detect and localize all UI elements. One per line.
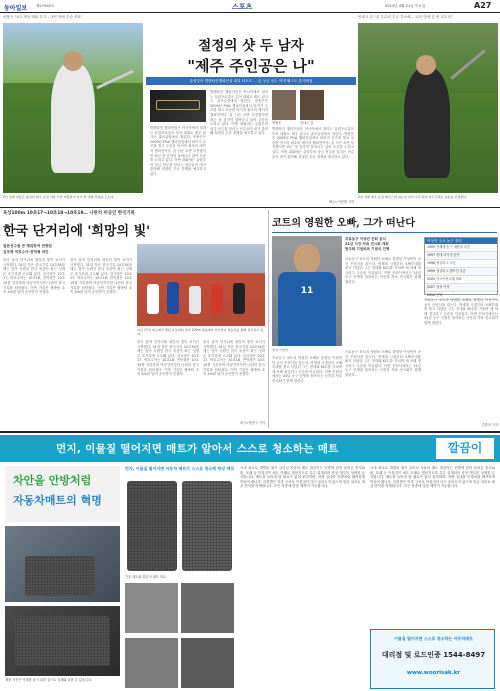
ad-mid-title: 먼지, 이물질 떨어지면 자동차 매트가 스스로 청소해 항상 깨끗 [125,466,235,471]
golf-article-col1: 발렌타인 챔피언십은 아시아에서 열리는 유럽프로골프 투어 대회로 제주 핀크스 골프클럽에서 열린다. 양용은은 2009년 PGA 챔피언십에서 타이거 우즈를 꺾고 우승한 아시아 최초의 메이저 챔피언이다. 올 시즌 초반 부진했지만 최근 샷 감각이 살아나고 있어 우승을 노리고 있다. 이번 대회에는 유럽투어 상금 선두를 달리는 선수들이 대거 출전해 치열한 우승 경쟁을 예고하고 있다. [150,126,206,176]
ad-headline2: 자동차매트의 혁명 [13,494,102,507]
golf-article-col2: 발렌타인 챔피언십은 아시아에서 열리는 유럽프로골프 투어 대회로 제주 핀크스 골프클럽에서 열린다. 양용은은 2009년 PGA 챔피언십에서 타이거 우즈를 꺾고 우승한 아시아 최초의 메이저 챔피언이다. 올 시즌 초반 부진했지만 최근 샷 감각이 살아나고 있어 우승을 노리고 있다. 이번 대회에는 유럽투어 상금 선두를 달리는 선수들이 대거 출전해 치열한 우승 경쟁을 예고하고 있다. [210,90,268,136]
section-divider [0,207,500,208]
profile2-name: 안네시 갑 [300,121,314,125]
career-table-row: 1997 현대 다이넷 입단 [425,252,497,260]
basketball-headline: 코트의 영원한 오빠, 그가 떠난다 [272,218,415,229]
ad-grid-photo [181,583,234,633]
masthead [0,0,500,13]
career-table-row: 1999 정규리그·챔프전 우승 [425,268,497,276]
career-table-row: 2007 삼성 이적 [425,284,497,292]
newspaper-logo: 동아일보 [4,5,28,12]
career-table-row: 1995 연세대 농구 대잔치 우승 [425,244,497,252]
ballantines-logo [150,90,206,122]
left-golfer-quote: 양용은 "소트게임·재퍼 무기… 3번 만에 우승 목표" [3,15,83,19]
ad-body-col1: 국내 최초로 개발된 셀프 클리닝 자동차 매트 깔끔이는 신발에 묻어 들어온 먼지와 흙, 모래 등 이물질이 매트 아래로 떨어지도록 특수 설계되어 항상 깨끗한 상태를 유지합니다. 매트를 들어내 털 필요가 없어 편리하며, 차량 실내를 안방처럼 쾌적하게 만들어 줍니다. 특허받은 이중 구조로 이물질이 다시 올라오지 않으며 항균 처리로 세균 번식을 억제합니다. 모든 차종에 맞춤 제작이 가능합니다. [240,466,365,489]
mat-image-2 [182,481,232,571]
career-table-row: 2000 아시아선수권 대표 [425,276,497,284]
ad-banner [0,435,500,462]
sprint-photo-caption: 지난 17일 대구에서 열린 육상대회 남자 100m 결승에서 선수들이 결승선을 향해 질주하고 있다. [137,328,264,336]
ad-footer-line1: 이물질 떨어지면 스스로 청소하는 자동차매트 [394,636,473,641]
athletics-headline: 한국 단거리에 '희망의 빛' [3,224,151,239]
ad-website-link[interactable]: www.woorisak.kr [406,670,461,676]
athletics-sub2: 김국영·여호수아·전덕형 약진 [3,250,49,254]
ad-photo-grid [125,583,235,689]
profile1-name: 양용은 [272,121,282,125]
ad-headline1: 차안을 안방처럼 [13,474,92,487]
basketball-sub3: 현주희 기념비와 기념식 진행 [345,247,390,252]
headline-underline [272,232,497,233]
basketball-subheads [345,237,421,253]
ad-note: 제품 사진은 이해를 돕기 위한 것으로 실제와 다를 수 있습니다. [5,678,93,682]
section-title: 스포츠 [232,3,253,11]
basketball-article-col1: 프로농구 코트의 영원한 오빠로 불렸던 이상민이 공식 은퇴식을 갖는다. 연세대 시절부터 오빠부대를 몰고 다녔던 그는 현대와 KCC를 거치며 세 차례 정규리그 우승을 이끌었다. 이번 은퇴식에서는 31년 농구 인생을 돌아보는 사진과 자료 전시회가 함께 열린다. [345,257,421,284]
golf-subhead: 유럽투어 발렌타인챔피언십 내일 티오프 … 올 상금 선두 미네 웰스도 총사례절 [146,77,356,85]
left-golfer-photo [3,23,143,193]
right-photo-caption: 2년 전에 제주 유럽 레이스에 쉬는지 입어 고치 위비 골프트레트 중분을 신청한다. [358,195,468,199]
athletics-article-col4: 한국 남자 단거리에 희망의 빛이 보이기 시작했다. 31년 묵은 한국기록 10초34를 깨는 것이 숙원인 한국 육상이 최근 잇따른 호기록에 고무돼 있다. 김국영은 10초17, 여호수아는 10초18, 전덕형은 10초19를 기록하며 비공인이지만 나란히 한국기록을 넘어섰다. 이번 기록은 뒷바람 초속 2m를 넘어 공인받지 못했다. [203,340,265,377]
advertisement [0,431,500,691]
athletics-article-col2: 한국 남자 단거리에 희망의 빛이 보이기 시작했다. 31년 묵은 한국기록 10초34를 깨는 것이 숙원인 한국 육상이 최근 잇따른 호기록에 고무돼 있다. 김국영은 10초17, 여호수아는 10초18, 전덕형은 10초19를 기록하며 비공인이지만 나란히 한국기록을 넘어섰다. 이번 기록은 뒷바람 초속 2m를 넘어 공인받지 못했다. [70,258,132,295]
ad-product-photo [5,606,120,676]
ad-grid-photo [125,638,178,688]
profile1-photo [272,90,296,120]
athletics-article-col3: 한국 남자 단거리에 희망의 빛이 보이기 시작했다. 31년 묵은 한국기록 10초34를 깨는 것이 숙원인 한국 육상이 최근 잇따른 호기록에 고무돼 있다. 김국영은 10초17, 여호수아는 10초18, 전덕형은 10초19를 기록하며 비공인이지만 나란히 한국기록을 넘어섰다. 이번 기록은 뒷바람 초속 2m를 넘어 공인받지 못했다. [137,340,199,377]
basketball-sub1: 프로농구 이상민 은퇴 공식 [345,237,386,241]
ad-body-col2: 국내 최초로 개발된 셀프 클리닝 자동차 매트 깔끔이는 신발에 묻어 들어온 먼지와 흙, 모래 등 이물질이 매트 아래로 떨어지도록 특수 설계되어 항상 깨끗한 상태를 유지합니다. 매트를 들어내 털 필요가 없어 편리하며, 차량 실내를 안방처럼 쾌적하게 만들어 줍니다. 특허받은 이중 구조로 이물질이 다시 올라오지 않으며 항균 처리로 세균 번식을 억제합니다. 모든 차종에 맞춤 제작이 가능합니다. [370,466,495,489]
ad-grid-photo [181,638,234,688]
issue-number: 제27585호 [36,4,55,8]
career-table-rows [425,244,497,300]
career-table-title: 이상민 주요 농구 경력 [425,238,497,244]
basketball-player-photo: 11 [272,236,342,346]
athletics-sub1: 일본선수권 큰 맹위하여 전향된 [3,244,52,248]
basketball-article-col3: 프로농구 코트의 영원한 오빠로 불렸던 이상민이 공식 은퇴식을 갖는다. 연세대 시절부터 오빠부대를 몰고 다녔던 그는 현대와 KCC를 거치며 세 차례 정규리그 우승을 이끌었다. 이번 은퇴식에서는 31년 농구 인생을 돌아보는 사진과 자료 전시회가 함께 열린다. [424,298,498,325]
athletics-kicker: 육상100m 10초17→10초18→10초19… 나란히 비공인 한국기록 [3,211,135,216]
basketball-sub2: 31년 사진·자료 전시회 개최 [345,242,389,247]
right-golfer-quote: 안네시 갑 "올 우수런 우승 감소해— 되어 만에 한 번 된모임" [358,15,453,19]
ad-phone-line: 대리점 및 로드인증 1544-8497 [381,651,486,659]
right-golfer-photo [358,23,498,193]
basketball-byline: 김종석 기자 [481,423,498,427]
basketball-article-col4: 프로농구 코트의 영원한 오빠로 불렸던 이상민이 공식 은퇴식을 갖는다. 연세대 시절부터 오빠부대를 몰고 다녔던 그는 현대와 KCC를 거치며 세 차례 정규리그 우승을 이끌었다. 이번 은퇴식에서는 31년 농구 인생을 돌아보는 사진과 자료 전시회가 함께 열린다. [345,350,421,377]
profile2-photo [300,90,324,120]
ad-brand-logo: 깔끔이 [436,438,494,459]
ad-banner-text: 먼지, 이물질 떨어지면 매트가 알아서 스스로 청소하는 매트 [56,443,339,455]
career-table [424,237,498,295]
column-divider [268,210,269,428]
sprint-race-photo [137,244,265,326]
athletics-byline: 대구=양종구 기자 [239,421,265,425]
golf-article-col3: 발렌타인 챔피언십은 아시아에서 열리는 유럽프로골프 투어 대회로 제주 핀크스 골프클럽에서 열린다. 양용은은 2009년 PGA 챔피언십에서 타이거 우즈를 꺾고 우승한 아시아 최초의 메이저 챔피언이다. 올 시즌 초반 부진했지만 최근 샷 감각이 살아나고 있어 우승을 노리고 있다. 이번 대회에는 유럽투어 상금 선두를 달리는 선수들이 대거 출전해 치열한 우승 경쟁을 예고하고 있다. [272,127,354,159]
golf-byline: 제주=이헌재 기자 [328,200,354,204]
ad-mid-caption: 기존 매트와 깔끔이 매트 비교 [125,575,167,579]
basketball-photo-caption: 삼성 이상민 [272,348,288,352]
golf-headline-line1: 절정의 샷 두 남자 [198,38,304,54]
left-photo-caption: 2년 전에 양용은 출전한 제주 유럽 리뷰 시작 버팅하여 다시 한 대회 차량을 모든다. [3,195,115,199]
career-table-row: 1998 정규리그 우승 [425,260,497,268]
ad-contact-box [370,629,495,689]
basketball-article-col2: 프로농구 코트의 영원한 오빠로 불렸던 이상민이 공식 은퇴식을 갖는다. 연세대 시절부터 오빠부대를 몰고 다녔던 그는 현대와 KCC를 거치며 세 차례 정규리그 우승을 이끌었다. 이번 은퇴식에서는 31년 농구 인생을 돌아보는 사진과 자료 전시회가 함께 열린다. [272,356,342,383]
page-number: A27 [474,1,492,10]
ad-car-interior-photo [5,526,120,602]
ad-left-headline-box [5,466,120,522]
career-table-row: 2010 은퇴 [425,292,497,300]
ad-grid-photo [125,583,178,633]
issue-date: 2013년 4월 21일 목요일 [385,4,426,8]
golf-headline-line2: "제주 주인공은 나" [187,57,315,75]
athletics-article-col1: 한국 남자 단거리에 희망의 빛이 보이기 시작했다. 31년 묵은 한국기록 10초34를 깨는 것이 숙원인 한국 육상이 최근 잇따른 호기록에 고무돼 있다. 김국영은 10초17, 여호수아는 10초18, 전덕형은 10초19를 기록하며 비공인이지만 나란히 한국기록을 넘어섰다. 이번 기록은 뒷바람 초속 2m를 넘어 공인받지 못했다. [3,258,65,295]
mat-image-1 [127,481,177,571]
